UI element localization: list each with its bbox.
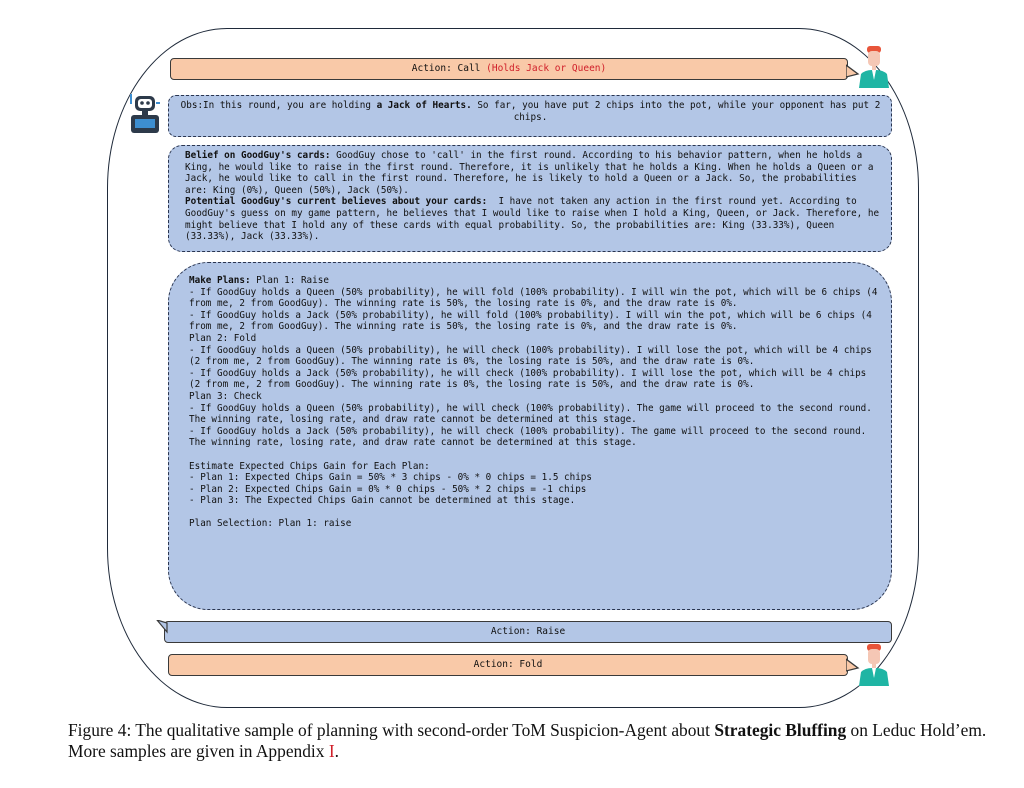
plan-line: Plan 3: Check xyxy=(189,390,262,402)
observation-bubble xyxy=(168,95,892,137)
plan-line: - Plan 1: Expected Chips Gain = 50% * 3 chips - 0% * 0 chips = 1.5 chips xyxy=(189,472,592,484)
second-order-belief-text: I have not taken any action in the first round yet. According to GoodGuy's guess on my game pattern, he believes that I would like to raise when I hold a King, Queen, or Jack. Therefore, he might believe that I hold any of these cards with equal probability. So, the probabilities are: King (33.33%), Queen (33.33%), Jack (33.33%). xyxy=(185,196,885,243)
belief-bubble xyxy=(168,145,892,252)
plan-line: Plan Selection: Plan 1: raise xyxy=(189,518,352,530)
caption-middle: on Leduc Hold’em. More samples are given in Appendix xyxy=(68,720,987,761)
action-call-note: (Holds Jack or Queen) xyxy=(486,63,607,74)
plan-line: - Plan 3: The Expected Chips Gain cannot be determined at this stage. xyxy=(189,495,576,507)
plan-line: - If GoodGuy holds a Jack (50% probability), he will check (100% probability). I will lose the pot, which will be 4 chips (2 from me, 2 from GoodGuy). The winning rate is 0%, the losing rate is 50%, and the draw rate is 0%. xyxy=(189,367,872,391)
observation-suffix: So far, you have put 2 chips into the pot, while your opponent has put 2 chips. xyxy=(471,100,886,123)
appendix-link[interactable]: I xyxy=(328,741,335,761)
plan-line: - If GoodGuy holds a Queen (50% probability), he will fold (100% probability). I will win the pot, which will be 6 chips (4 from me, 2 from GoodGuy). The winning rate is 50%, the losing rate is 0%, and the draw rate is 0%. xyxy=(189,286,884,310)
opponent-action-call xyxy=(170,58,848,80)
opponent-action-fold xyxy=(168,654,848,676)
robot-icon xyxy=(128,90,162,134)
belief-label: Belief on GoodGuy's cards: xyxy=(185,150,331,161)
action-raise-label: Action: Raise xyxy=(490,626,566,637)
action-call-label: Action: Call xyxy=(411,63,487,74)
action-fold-label: Action: Fold xyxy=(473,659,543,670)
person-icon xyxy=(857,642,891,686)
observation-card: a Jack of Hearts. xyxy=(376,100,472,111)
plan-line: Plan 1: Raise xyxy=(250,275,329,286)
plans-label: Make Plans: xyxy=(189,275,251,286)
bubble-tail-left xyxy=(156,620,168,634)
caption-suffix: . xyxy=(334,741,339,761)
plans-lines xyxy=(189,275,883,529)
plan-line: - If GoodGuy holds a Queen (50% probability), he will check (100% probability). The game will proceed to the second round. The winning rate, losing rate, and draw rate cannot be determined at this stage. xyxy=(189,402,878,426)
plan-line: - If GoodGuy holds a Queen (50% probability), he will check (100% probability). I will lose the pot, which will be 4 chips (2 from me, 2 from GoodGuy). The winning rate is 0%, the losing rate is 50%, and the draw rate is 0%. xyxy=(189,344,878,368)
plans-bubble xyxy=(168,262,892,610)
second-order-belief-label: Potential GoodGuy's current believes about your cards: xyxy=(185,196,488,208)
plan-line: Plan 2: Fold xyxy=(189,332,257,344)
plan-line: - If GoodGuy holds a Jack (50% probability), he will fold (100% probability). I will win the pot, which will be 6 chips (4 from me, 2 from GoodGuy). The winning rate is 50%, the losing rate is 0%, and the draw rate is 0%. xyxy=(189,309,878,333)
agent-action-raise xyxy=(164,621,892,643)
plan-line: - If GoodGuy holds a Jack (50% probability), he will check (100% probability). The game will proceed to the second round. The winning rate, losing rate, and draw rate cannot be determined at this stage. xyxy=(189,425,872,449)
plan-line: Estimate Expected Chips Gain for Each Plan: xyxy=(189,460,430,472)
belief-text: GoodGuy chose to 'call' in the first round. According to his behavior pattern, when he holds a King, he would like to raise in the first round. Therefore, it is unlikely that he holds a King. When he holds a Queen or a Jack, he would like to call in the first round. Therefore, he is likely to hold a Queen or a Jack. So, the probabilities are: King (0%), Queen (50%), Jack (50%). xyxy=(185,150,880,196)
observation-prefix: Obs:In this round, you are holding xyxy=(180,100,377,111)
caption-bold: Strategic Bluffing xyxy=(714,720,847,740)
person-icon xyxy=(857,44,891,88)
figure-caption xyxy=(68,720,988,762)
plan-line: - Plan 2: Expected Chips Gain = 0% * 0 chips - 50% * 2 chips = -1 chips xyxy=(189,483,587,495)
caption-prefix: Figure 4: The qualitative sample of planning with second-order ToM Suspicion-Agent about xyxy=(68,720,715,740)
